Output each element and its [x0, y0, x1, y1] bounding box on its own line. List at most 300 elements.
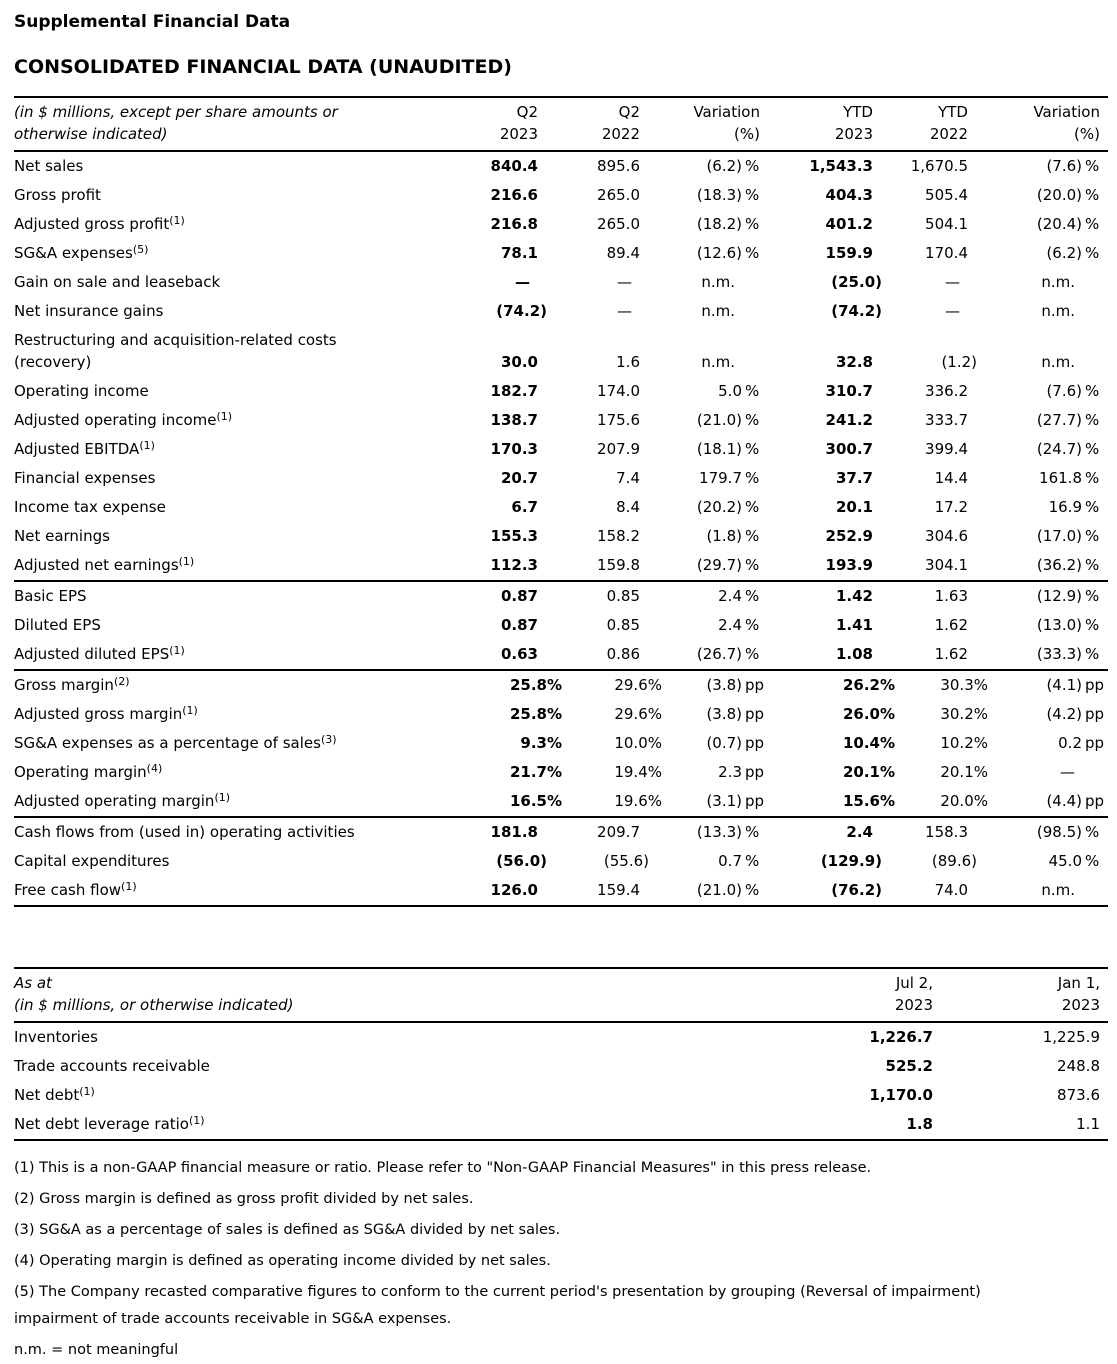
footnote: (4) Operating margin is defined as operating income divided by net sales.: [14, 1253, 551, 1269]
row-label-cell: [14, 239, 460, 268]
cell-unit: %: [1085, 215, 1100, 233]
row-label-text: Gain on sale and leaseback: [14, 273, 221, 291]
table-cell: 15.6%: [842, 792, 895, 810]
table-row: [14, 876, 1108, 906]
table-cell: 25.8%: [509, 705, 562, 723]
cell-value: —: [1060, 763, 1075, 781]
col-header-line2: 2023: [1061, 996, 1100, 1014]
row-label-cell: [14, 297, 460, 326]
table-cell: 21.7%: [509, 763, 562, 781]
cell-value: (24.7): [1036, 440, 1082, 458]
cell-unit: pp: [745, 763, 765, 781]
table-cell: 14.4: [934, 469, 968, 487]
table-cell: 193.9: [825, 556, 873, 574]
row-label-cell: [14, 551, 460, 581]
table-cell: [990, 729, 1108, 758]
col-header-line2: 2022: [929, 125, 968, 143]
cell-value: 2.4: [718, 616, 742, 634]
table-cell: 1.8: [906, 1115, 933, 1133]
row-label-text: SG&A expenses as a percentage of sales: [14, 734, 321, 752]
table-row: [14, 729, 1108, 758]
table-cell: [990, 464, 1108, 493]
cell-value: (26.7): [696, 645, 742, 663]
table-cell: [990, 876, 1108, 906]
table-cell: (56.0): [496, 852, 547, 870]
row-label: [14, 674, 460, 696]
table-cell: 170.4: [925, 244, 968, 262]
table-cell: 20.0%: [940, 792, 988, 810]
row-label: [14, 184, 460, 206]
table-cell: (76.2): [831, 881, 882, 899]
row-label-cell: [14, 377, 460, 406]
cell-unit: %: [745, 616, 760, 634]
row-label: [14, 614, 460, 636]
row-label-cell: [14, 670, 460, 700]
table-cell: —: [515, 273, 530, 291]
table-cell: 0.86: [606, 645, 640, 663]
cell-unit: %: [745, 215, 760, 233]
cell-value: (7.6): [1046, 382, 1082, 400]
cell-unit: %: [1085, 556, 1100, 574]
row-label-text: Adjusted EBITDA: [14, 440, 140, 458]
table-cell: [664, 297, 768, 326]
row-label-cell: [14, 640, 460, 670]
cell-value: (6.2): [1046, 244, 1082, 262]
table-cell: [990, 297, 1108, 326]
row-label-cell: [14, 1110, 698, 1140]
cell-value: 161.8: [1039, 469, 1082, 487]
footnote: (1) This is a non-GAAP financial measure or ratio. Please refer to "Non-GAAP Financial Measures" in this press release.: [14, 1160, 872, 1176]
table-cell: 32.8: [835, 353, 873, 371]
row-label: [14, 525, 460, 547]
table-cell: 29.6%: [614, 676, 662, 694]
table-cell: 175.6: [597, 411, 640, 429]
row-label: [14, 438, 460, 460]
table-cell: 30.0: [500, 353, 538, 371]
row-label-text: Adjusted gross margin: [14, 705, 183, 723]
header-row: [14, 97, 1108, 151]
table-row: [14, 181, 1108, 210]
row-label-text: Basic EPS: [14, 587, 87, 605]
table-cell: 26.0%: [842, 705, 895, 723]
cell-value: 45.0: [1048, 852, 1082, 870]
table-cell: [664, 787, 768, 817]
row-label-text: Gross profit: [14, 186, 101, 204]
table-cell: 159.8: [597, 556, 640, 574]
table-row: [14, 640, 1108, 670]
unit-note-line2: otherwise indicated): [14, 125, 168, 143]
row-label-cell: [14, 1081, 698, 1110]
table-cell: 159.9: [825, 244, 873, 262]
col-header-line1: Variation: [1033, 103, 1100, 121]
section-title: CONSOLIDATED FINANCIAL DATA (UNAUDITED): [14, 56, 512, 78]
row-label-cell: [14, 522, 460, 551]
cell-value: (33.3): [1036, 645, 1082, 663]
row-label-cell: [14, 151, 460, 181]
table-cell: 159.4: [597, 881, 640, 899]
footnote-ref: (3): [320, 733, 337, 746]
table-cell: [990, 181, 1108, 210]
row-label-text: Operating margin: [14, 763, 147, 781]
table-cell: [990, 210, 1108, 239]
table-cell: [990, 640, 1108, 670]
row-label-cell: [14, 181, 460, 210]
table-cell: 216.8: [490, 215, 538, 233]
table-cell: 304.1: [925, 556, 968, 574]
cell-value: (4.4): [1046, 792, 1082, 810]
table-cell: [990, 239, 1108, 268]
row-label-cell: [14, 876, 460, 906]
row-label-text: Net insurance gains: [14, 302, 164, 320]
row-label-text: Free cash flow: [14, 881, 122, 899]
footnote-ref: (1): [169, 214, 185, 227]
table-cell: 310.7: [825, 382, 873, 400]
footnote: n.m. = not meaningful: [14, 1342, 179, 1358]
row-label-text: Net debt: [14, 1086, 80, 1104]
row-label: [14, 467, 460, 489]
row-label-cell: [14, 758, 460, 787]
table-cell: 26.2%: [842, 676, 895, 694]
table-row: [14, 1022, 1108, 1052]
table-row: [14, 670, 1108, 700]
cell-value: 0.2: [1058, 734, 1082, 752]
table-cell: 37.7: [835, 469, 873, 487]
cell-value: n.m.: [1041, 353, 1075, 371]
table-cell: (25.0): [831, 273, 882, 291]
row-label: [14, 496, 460, 518]
table-row: [14, 817, 1108, 847]
table-row: [14, 847, 1108, 876]
table-cell: (89.6): [931, 852, 977, 870]
table-cell: 336.2: [925, 382, 968, 400]
table-cell: 1.1: [1076, 1115, 1100, 1133]
cell-value: (13.0): [1036, 616, 1082, 634]
cell-unit: %: [745, 498, 760, 516]
footnote: (3) SG&A as a percentage of sales is defined as SG&A divided by net sales.: [14, 1222, 561, 1238]
as-at-body: [14, 1022, 1108, 1140]
row-label: [14, 1055, 698, 1077]
table-cell: 20.1%: [940, 763, 988, 781]
row-label-text: Net sales: [14, 157, 84, 175]
main-table-header: [14, 97, 1108, 151]
col-header-line1: YTD: [938, 103, 968, 121]
table-cell: [664, 493, 768, 522]
cell-value: (18.3): [696, 186, 742, 204]
col-header: [897, 97, 990, 151]
table-cell: 241.2: [825, 411, 873, 429]
table-cell: 399.4: [925, 440, 968, 458]
header-row: [14, 968, 1108, 1022]
table-cell: 300.7: [825, 440, 873, 458]
table-row: [14, 326, 1108, 377]
table-cell: 7.4: [616, 469, 640, 487]
col-header: [938, 968, 1108, 1022]
main-table-section: [14, 581, 1108, 670]
table-cell: [990, 377, 1108, 406]
col-header-line1: Q2: [618, 103, 640, 121]
footnote: (5) The Company recasted comparative figures to conform to the current period's presentation by grouping (Reversal of impairment) impairment of trade accounts receivable in SG&A expenses.: [14, 1284, 981, 1327]
unit-note: [14, 968, 698, 1022]
col-header-line1: YTD: [843, 103, 873, 121]
row-label: [14, 1084, 698, 1106]
table-row: [14, 464, 1108, 493]
row-label: [14, 329, 460, 351]
footnote-ref: (2): [113, 675, 130, 688]
row-label-cell: [14, 1052, 698, 1081]
table-cell: 20.1: [835, 498, 873, 516]
footnotes: [14, 1155, 1103, 1364]
row-label-text: Income tax expense: [14, 498, 166, 516]
row-label: [14, 1113, 698, 1135]
table-cell: 505.4: [925, 186, 968, 204]
table-cell: 155.3: [490, 527, 538, 545]
col-header-line2: 2023: [499, 125, 538, 143]
table-cell: 0.85: [606, 587, 640, 605]
cell-value: n.m.: [1041, 881, 1075, 899]
table-cell: 10.4%: [842, 734, 895, 752]
row-label: [14, 409, 460, 431]
table-cell: [664, 326, 768, 377]
row-label: [14, 732, 460, 754]
footnote-ref: (1): [79, 1085, 95, 1098]
table-cell: [990, 406, 1108, 435]
table-cell: [990, 151, 1108, 181]
cell-unit: %: [1085, 645, 1100, 663]
table-cell: 1.62: [934, 616, 968, 634]
as-at-table: [14, 967, 1108, 1141]
table-cell: 1.6: [616, 353, 640, 371]
table-cell: [990, 787, 1108, 817]
footnote-ref: (1): [188, 1114, 205, 1127]
table-cell: 174.0: [597, 382, 640, 400]
table-row: [14, 581, 1108, 611]
table-row: [14, 406, 1108, 435]
table-cell: [990, 670, 1108, 700]
table-cell: 265.0: [597, 186, 640, 204]
row-label: [14, 790, 460, 812]
footnote-ref: (1): [182, 704, 198, 717]
col-header: [664, 97, 768, 151]
row-label-text: Adjusted net earnings: [14, 556, 179, 574]
table-cell: [990, 326, 1108, 377]
table-cell: [664, 817, 768, 847]
table-cell: 89.4: [606, 244, 640, 262]
table-cell: [990, 551, 1108, 581]
table-cell: 216.6: [490, 186, 538, 204]
cell-value: (21.0): [696, 411, 742, 429]
cell-unit: pp: [1085, 705, 1105, 723]
cell-value: n.m.: [1041, 273, 1075, 291]
cell-value: (18.1): [696, 440, 742, 458]
row-label-text: Adjusted gross profit: [14, 215, 170, 233]
table-cell: [990, 817, 1108, 847]
row-label-text: Restructuring and acquisition-related costs: [14, 331, 337, 349]
table-cell: [664, 611, 768, 640]
table-cell: (1.2): [941, 353, 977, 371]
table-cell: [990, 581, 1108, 611]
cell-value: (13.3): [696, 823, 742, 841]
table-cell: 1.08: [835, 645, 873, 663]
table-cell: [664, 151, 768, 181]
table-row: [14, 758, 1108, 787]
row-label-cell: [14, 729, 460, 758]
main-table-section: [14, 151, 1108, 581]
table-cell: 304.6: [925, 527, 968, 545]
row-label-text: Operating income: [14, 382, 149, 400]
table-cell: 895.6: [597, 157, 640, 175]
col-header-line2: (%): [734, 125, 760, 143]
col-header: [460, 97, 564, 151]
cell-unit: %: [745, 411, 760, 429]
table-cell: 0.87: [500, 616, 538, 634]
row-label: [14, 703, 460, 725]
table-cell: 265.0: [597, 215, 640, 233]
cell-value: (1.8): [706, 527, 742, 545]
col-header-line2: (%): [1074, 125, 1100, 143]
cell-unit: %: [1085, 852, 1100, 870]
row-label-text: Gross margin: [14, 676, 114, 694]
table-cell: 20.7: [500, 469, 538, 487]
footnote-ref: (1): [121, 880, 137, 893]
cell-value: (20.0): [1036, 186, 1082, 204]
cell-unit: %: [1085, 382, 1100, 400]
footnote-ref: (1): [178, 555, 195, 568]
table-cell: —: [945, 273, 960, 291]
cell-value: (18.2): [696, 215, 742, 233]
table-cell: 0.87: [500, 587, 538, 605]
row-label-cell: [14, 1022, 698, 1052]
row-label: [14, 761, 460, 783]
table-cell: [990, 758, 1108, 787]
cell-value: (3.8): [706, 676, 742, 694]
table-cell: [990, 493, 1108, 522]
table-cell: [990, 847, 1108, 876]
table-cell: [664, 876, 768, 906]
table-cell: 1,670.5: [910, 157, 968, 175]
cell-unit: %: [745, 527, 760, 545]
cell-unit: %: [1085, 440, 1100, 458]
table-cell: —: [617, 302, 632, 320]
table-cell: [664, 406, 768, 435]
table-row: [14, 1110, 1108, 1140]
table-cell: [664, 640, 768, 670]
table-row: [14, 151, 1108, 181]
col-header-line1: Jan 1,: [1057, 974, 1100, 992]
row-label-cell: [14, 464, 460, 493]
row-label: [14, 821, 460, 843]
table-cell: [664, 729, 768, 758]
cell-value: (36.2): [1036, 556, 1082, 574]
cell-value: (17.0): [1036, 527, 1082, 545]
table-cell: [664, 464, 768, 493]
cell-unit: %: [1085, 157, 1100, 175]
table-cell: [664, 239, 768, 268]
cell-value: 5.0: [718, 382, 742, 400]
table-cell: 158.3: [925, 823, 968, 841]
table-cell: 16.5%: [509, 792, 562, 810]
table-cell: [664, 758, 768, 787]
col-header: [698, 968, 938, 1022]
row-label-cell: [14, 581, 460, 611]
table-row: [14, 268, 1108, 297]
as-at-header: [14, 968, 1108, 1022]
table-cell: 182.7: [490, 382, 538, 400]
table-cell: 209.7: [597, 823, 640, 841]
row-label: [14, 879, 460, 901]
table-cell: 873.6: [1057, 1086, 1100, 1104]
row-label-cell: [14, 611, 460, 640]
table-cell: 1,170.0: [869, 1086, 933, 1104]
table-cell: —: [945, 302, 960, 320]
cell-unit: pp: [745, 734, 765, 752]
cell-unit: %: [745, 645, 760, 663]
table-cell: 525.2: [885, 1057, 933, 1075]
row-label-text: Inventories: [14, 1028, 98, 1046]
cell-value: 2.4: [718, 587, 742, 605]
as-at-line2: (in $ millions, or otherwise indicated): [14, 996, 294, 1014]
table-cell: [664, 551, 768, 581]
cell-unit: %: [745, 852, 760, 870]
table-cell: 1,543.3: [809, 157, 873, 175]
row-label: [14, 1026, 698, 1048]
row-label-cell: [14, 326, 460, 377]
table-row: [14, 522, 1108, 551]
footnote-ref: (1): [216, 410, 233, 423]
table-cell: 20.1%: [842, 763, 895, 781]
cell-value: n.m.: [701, 273, 735, 291]
cell-unit: pp: [1085, 734, 1105, 752]
footnote-ref: (1): [214, 791, 231, 804]
table-cell: [990, 435, 1108, 464]
row-label: [14, 155, 460, 177]
table-row: [14, 611, 1108, 640]
footnote-ref: (1): [139, 439, 155, 452]
col-header: [564, 97, 664, 151]
cell-value: (20.4): [1036, 215, 1082, 233]
table-row: [14, 210, 1108, 239]
row-label: [14, 300, 460, 322]
row-label-text: Net debt leverage ratio: [14, 1115, 189, 1133]
table-cell: 126.0: [490, 881, 538, 899]
table-cell: 0.63: [500, 645, 538, 663]
table-cell: 248.8: [1057, 1057, 1100, 1075]
table-cell: —: [617, 273, 632, 291]
row-label: [14, 850, 460, 872]
table-cell: (129.9): [820, 852, 882, 870]
row-label: [14, 554, 460, 576]
row-label-text: Adjusted operating income: [14, 411, 217, 429]
cell-value: 16.9: [1048, 498, 1082, 516]
table-cell: 158.2: [597, 527, 640, 545]
cell-value: 0.7: [718, 852, 742, 870]
cell-value: (3.1): [706, 792, 742, 810]
cell-unit: %: [1085, 587, 1100, 605]
row-label: [14, 271, 460, 293]
cell-unit: %: [745, 440, 760, 458]
cell-value: (4.1): [1046, 676, 1082, 694]
table-cell: 29.6%: [614, 705, 662, 723]
table-row: [14, 787, 1108, 817]
table-cell: [990, 268, 1108, 297]
cell-unit: %: [1085, 186, 1100, 204]
col-header-line2: 2023: [834, 125, 873, 143]
cell-unit: %: [745, 244, 760, 262]
table-cell: 1,225.9: [1042, 1028, 1100, 1046]
table-cell: 181.8: [490, 823, 538, 841]
table-cell: [664, 268, 768, 297]
cell-value: (20.2): [696, 498, 742, 516]
table-cell: [664, 377, 768, 406]
